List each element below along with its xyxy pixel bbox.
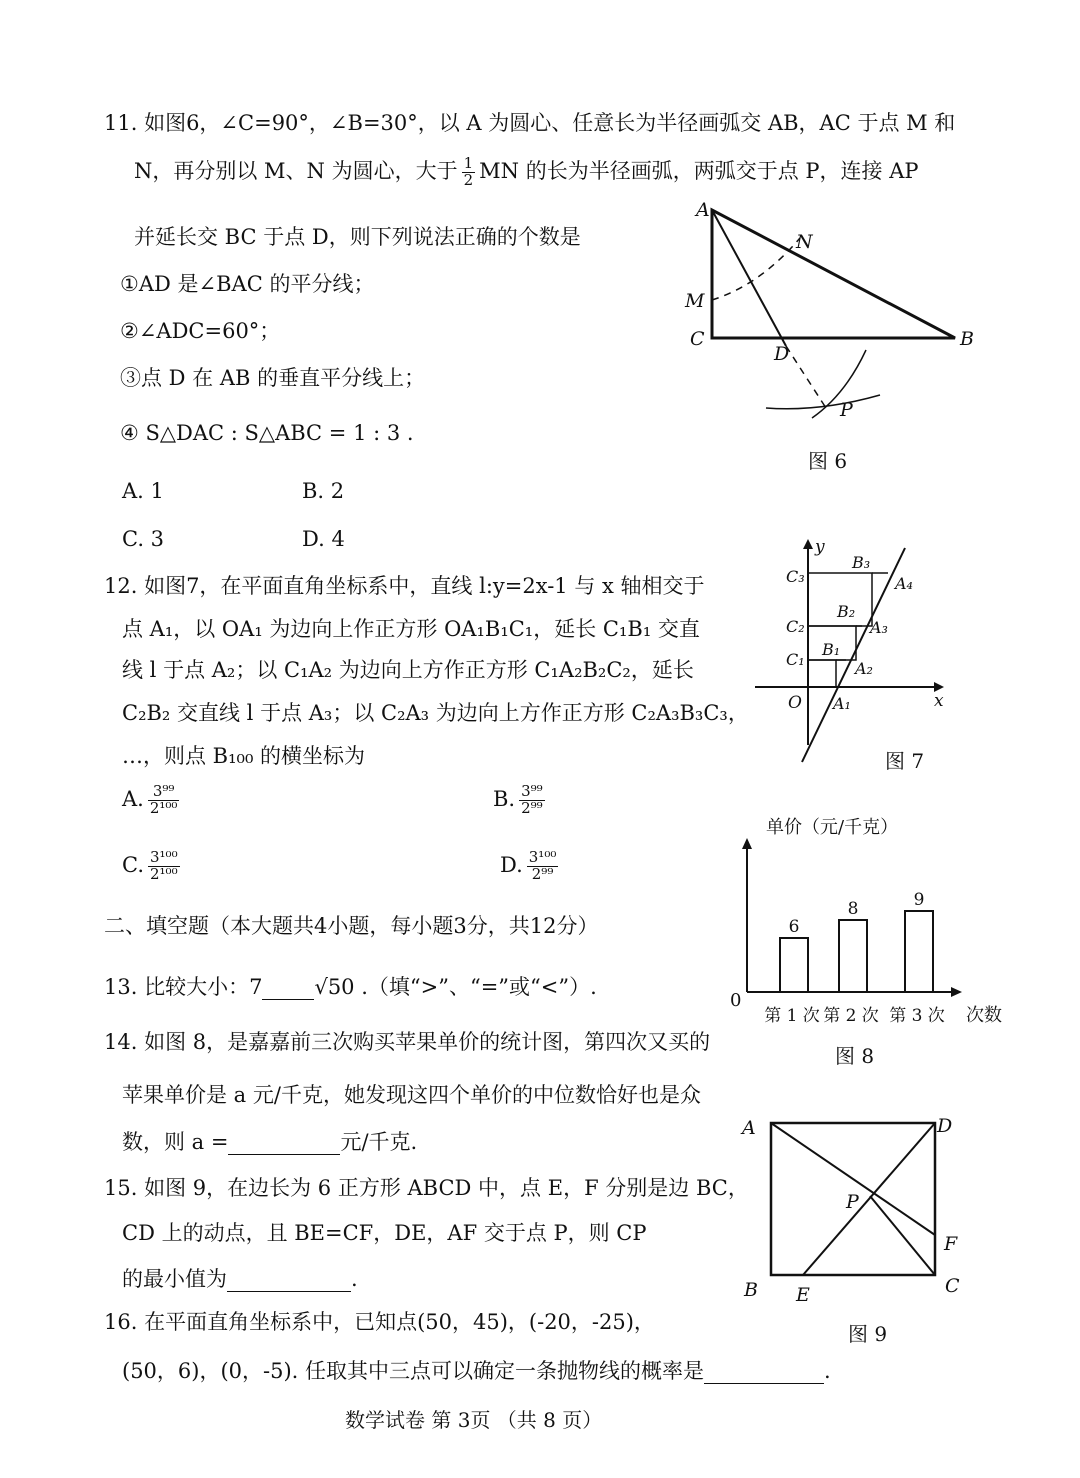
fig7-label-b2: B₂ [837, 602, 856, 621]
chart-xlabel: 次数 [966, 1005, 1002, 1026]
q11-option-d: D. 4 [302, 527, 345, 551]
fig7-label-a2: A₂ [855, 659, 873, 678]
fig7-label-c3: C₃ [786, 567, 805, 586]
fig7-label-b3: B₃ [852, 553, 871, 572]
category-label-3: 第 3 次 [889, 1006, 945, 1026]
q12-option-c-num: 3¹⁰⁰ [150, 848, 178, 866]
fig9-label-f: F [944, 1233, 958, 1255]
category-label-2: 第 2 次 [823, 1006, 879, 1026]
q14-line-3-a: 数，则 a = [122, 1130, 229, 1154]
q15-line-2: CD 上的动点，且 BE=CF，DE，AF 交于点 P，则 CP [122, 1221, 647, 1245]
q11-line-2-b: MN 的长为半径画弧，两弧交于点 P，连接 AP [479, 158, 919, 183]
fig9-label-e: E [796, 1284, 810, 1306]
q16-line-2-a: (50，6)，(0，-5). 任取其中三点可以确定一条抛物线的概率是 [122, 1359, 705, 1383]
q11-statement-3: ③点 D 在 AB 的垂直平分线上； [120, 366, 426, 390]
section-2-heading: 二、填空题（本大题共4小题，每小题3分，共12分） [104, 914, 599, 938]
fig7-label-b1: B₁ [822, 640, 841, 659]
fig6-label-d: D [774, 343, 790, 365]
q12-line-3: 线 l 于点 A₂；以 C₁A₂ 为边向上方作正方形 C₁A₂B₂C₂，延长 [122, 658, 694, 682]
q14-line-2: 苹果单价是 a 元/千克，她发现这四个单价的中位数恰好也是众 [122, 1083, 701, 1107]
q13-part-b: √50 .（填“>”、“=”或“<”）. [314, 975, 597, 999]
q16-line-1: 16. 在平面直角坐标系中，已知点(50，45)，(-20，-25)， [104, 1310, 655, 1334]
fig6-label-n: N [796, 231, 813, 253]
q11-option-b: B. 2 [302, 479, 345, 503]
q13-part-a: 13. 比较大小：7 [104, 975, 263, 999]
q14-line-1: 14. 如图 8，是嘉嘉前三次购买苹果单价的统计图，第四次又买的 [104, 1030, 711, 1054]
q11-statement-2: ②∠ADC=60°； [120, 319, 281, 343]
q11-statement-1: ①AD 是∠BAC 的平分线； [120, 272, 375, 296]
q14-line-3-b: 元/千克. [340, 1130, 418, 1154]
q12-option-b-label: B. [493, 786, 516, 811]
fig6-label-b: B [960, 328, 974, 350]
page-footer: 数学试卷 第 3页 （共 8 页） [345, 1408, 603, 1432]
fig7-label-a1: A₁ [833, 694, 851, 713]
q16-line-2-b: . [824, 1359, 831, 1383]
q12-option-b-den: 2⁹⁹ [521, 798, 543, 817]
q12-option-d-den: 2⁹⁹ [531, 864, 554, 883]
fig8-caption: 图 8 [835, 1044, 875, 1068]
fig7-label-c2: C₂ [786, 617, 805, 636]
q16-line-2 [122, 1358, 831, 1384]
q11-line-2-a: N，再分别以 M、N 为圆心，大于 [134, 158, 458, 183]
fig7-label-y: y [815, 537, 825, 557]
q12-option-a-den: 2¹⁰⁰ [149, 798, 178, 817]
fig7-label-c1: C₁ [786, 650, 805, 669]
q12-line-5: …，则点 B₁₀₀ 的横坐标为 [122, 744, 366, 768]
q12-line-1: 12. 如图7，在平面直角坐标系中，直线 l:y=2x-1 与 x 轴相交于 [104, 574, 705, 598]
q11-option-a: A. 1 [122, 479, 164, 503]
bar-value-label-1: 6 [788, 917, 800, 937]
q12-line-2: 点 A₁，以 OA₁ 为边向上作正方形 OA₁B₁C₁，延长 C₁B₁ 交直 [122, 617, 700, 641]
q11-line-1: 11. 如图6，∠C=90°，∠B=30°，以 A 为圆心、任意长为半径画弧交 AB，AC 于点 M 和 [104, 111, 956, 135]
fig9-caption: 图 9 [848, 1322, 888, 1346]
fig9-label-a: A [742, 1117, 756, 1139]
q16-answer-blank [704, 1358, 824, 1384]
fig9-label-c: C [945, 1275, 960, 1297]
q12-option-d-label: D. [500, 852, 523, 877]
q12-option-a-num: 3⁹⁹ [148, 784, 180, 801]
line-pc [870, 1196, 935, 1275]
q12-option-c-den: 2¹⁰⁰ [150, 864, 178, 883]
bar-value-label-3: 9 [913, 890, 925, 910]
half-numerator: 1 [463, 154, 474, 172]
q12-option-c-label: C. [122, 852, 144, 877]
fig7-label-x: x [934, 691, 944, 711]
fig9-label-b: B [744, 1279, 758, 1301]
q11-option-c: C. 3 [122, 527, 165, 551]
q12-option-a-label: A. [122, 786, 144, 811]
q15-line-3-a: 的最小值为 [122, 1267, 227, 1291]
fig7-caption: 图 7 [885, 749, 925, 773]
bar-value-label-2: 8 [847, 899, 859, 919]
category-label-1: 第 1 次 [764, 1006, 820, 1026]
q12-option-b-num: 3⁹⁹ [521, 782, 543, 800]
q15-line-3-b: . [351, 1267, 358, 1291]
q12-line-4: C₂B₂ 交直线 l 于点 A₃；以 C₂A₃ 为边向上方作正方形 C₂A₃B₃C₃， [122, 701, 749, 725]
fig9-label-p: P [846, 1191, 859, 1213]
fig6-label-p: P [840, 399, 853, 421]
fig7-label-o: O [788, 693, 802, 713]
fig7-label-a3: A₃ [870, 618, 888, 637]
half-denominator: 2 [463, 170, 474, 189]
fig7-label-a4: A₄ [895, 574, 913, 593]
chart-ylabel: 单价（元/千克） [766, 817, 899, 838]
fig6-caption: 图 6 [808, 449, 848, 473]
fig6-label-a: A [696, 199, 710, 221]
fig6-label-c: C [690, 328, 705, 350]
fig9-label-d: D [937, 1115, 953, 1137]
q15-line-1: 15. 如图 9，在边长为 6 正方形 ABCD 中，点 E，F 分别是边 BC， [104, 1176, 749, 1200]
chart-origin: 0 [730, 990, 742, 1011]
q11-statement-4: ④ S△DAC : S△ABC = 1 : 3 . [120, 421, 414, 445]
q12-option-d-num: 3¹⁰⁰ [528, 848, 557, 866]
q11-line-3: 并延长交 BC 于点 D，则下列说法正确的个数是 [134, 225, 581, 249]
fig6-label-m: M [685, 290, 705, 312]
